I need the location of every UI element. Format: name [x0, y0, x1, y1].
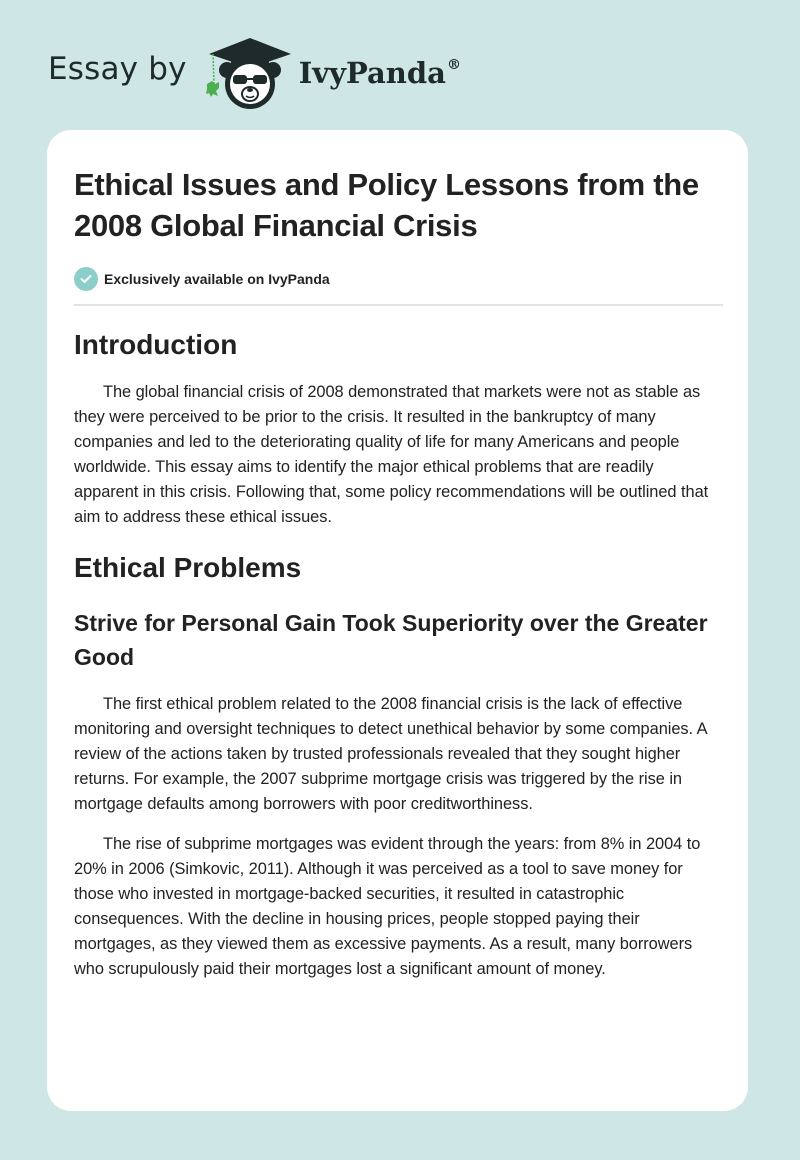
essay-card: [47, 130, 748, 1111]
subsection-heading: Strive for Personal Gain Took Superiority over the Greater Good: [74, 610, 708, 670]
exclusive-text: Exclusively available on IvyPanda: [104, 271, 330, 287]
page-title: Ethical Issues and Policy Lessons from the 2008 Global Financial Crisis: [74, 167, 699, 243]
panda-graduate-icon[interactable]: [205, 32, 295, 112]
section-heading: Introduction: [74, 329, 238, 360]
check-circle-icon: [74, 267, 98, 291]
section-ethical-problems: [74, 551, 722, 982]
divider: [74, 304, 723, 306]
paragraph: The global financial crisis of 2008 demonstrated that markets were not as stable as they were perceived to be prior to the crisis. It resulted in the bankruptcy of many companies and led to the deteriorating quality of life for many Americans and people worldwide. This essay aims to identify the major ethical problems that are readily apparent in this crisis. Following that, some policy recommendations will be outlined that aim to address these ethical issues.: [74, 383, 709, 526]
section-introduction: [74, 328, 722, 530]
brand-label: IvyPanda: [298, 56, 446, 90]
registered-mark: ®: [446, 57, 461, 73]
essay-by-label: Essay by: [48, 51, 187, 87]
site-header: [48, 32, 461, 112]
section-heading: Ethical Problems: [74, 552, 302, 583]
paragraph: The rise of subprime mortgages was evident through the years: from 8% in 2004 to 20% in 2006 (Simkovic, 2011). Although it was perceived as a tool to save money for those who invested in mortgage-backed securities, it resulted in catastrophic consequences. With the decline in housing prices, people stopped paying their mortgages, as they viewed them as excessive payments. As a result, many borrowers who scrupulously paid their mortgages lost a significant amount of money.: [74, 835, 701, 978]
paragraph: The first ethical problem related to the 2008 financial crisis is the lack of effective monitoring and oversight techniques to detect unethical behavior by some companies. A review of the actions taken by trusted professionals revealed that they sought higher returns. For example, the 2007 subprime mortgage crisis was triggered by the rise in mortgage defaults among borrowers with poor creditworthiness.: [74, 695, 707, 813]
brand-name[interactable]: [299, 56, 461, 90]
exclusive-badge: [74, 266, 722, 292]
